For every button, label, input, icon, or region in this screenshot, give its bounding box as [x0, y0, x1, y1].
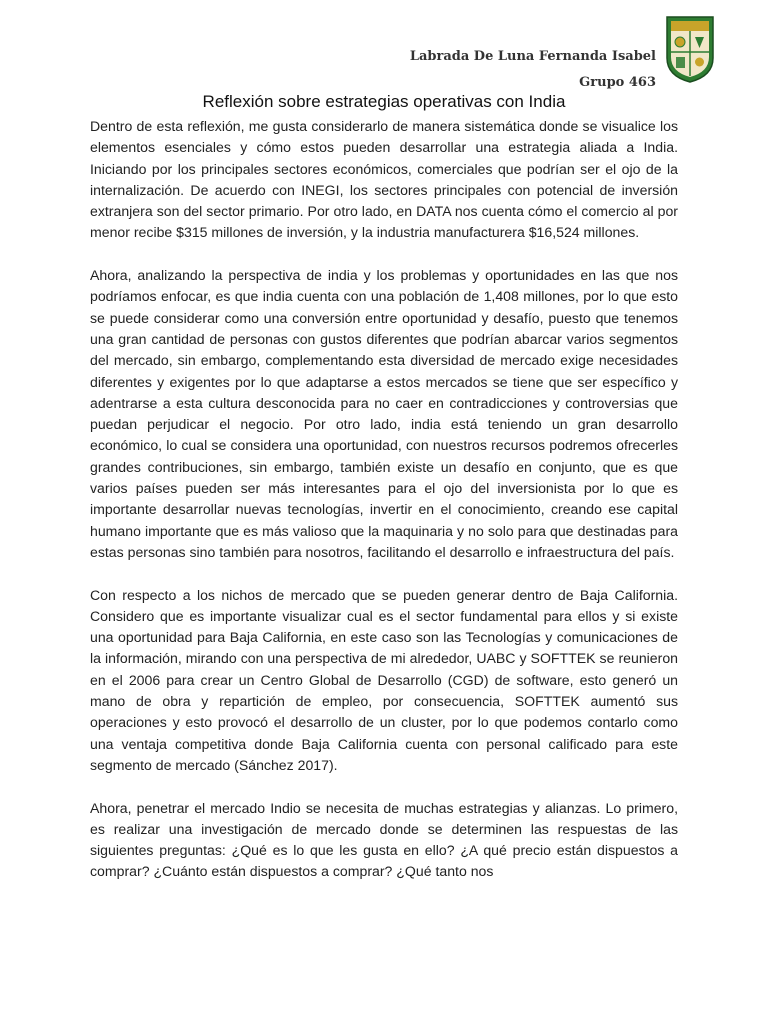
group-label: Grupo 463 [579, 75, 656, 90]
paragraph: Con respecto a los nichos de mercado que se pueden generar dentro de Baja California. Considero que es importante visualizar cual es el sector fundamental para ellos y si existe una oportunidad para Baja California, en este caso son las Tecnologías y comunicaciones de la información, mirando con una perspectiva de mi alrededor, UABC y SOFTTEK se reunieron en el 2006 para crear un Centro Global de Desarrollo (CGD) de software, esto generó un mano de obra y repartición de empleo, por consecuencia, SOFTTEK aumentó sus operaciones y esto provocó el desarrollo de un cluster, por lo que podemos contarlo como una ventaja competitiva donde Baja California cuenta con personal calificado para este segmento de mercado (Sánchez 2017). [90, 586, 678, 773]
author-header [410, 44, 656, 96]
page-title: Reflexión sobre estrategias operativas con India [202, 92, 566, 111]
document-body [90, 116, 678, 904]
paragraph: Ahora, penetrar el mercado Indio se necesita de muchas estrategias y alianzas. Lo primero, es realizar una investigación de mercado donde se determinen las respuestas de las siguientes preguntas: ¿Qué es lo que les gusta en ello? ¿A qué precio están dispuestos a comprar? ¿Cuánto están dispuestos a comprar? ¿Qué tanto nos [90, 799, 678, 880]
paragraph: Dentro de esta reflexión, me gusta considerarlo de manera sistemática donde se visualice los elementos esenciales y cómo estos pueden desarrollar una estrategia aliada a India. Iniciando por los principales sectores económicos, comerciales que podrían ser el ojo de la internalización. De acuerdo con INEGI, los sectores principales con potencial de inversión extranjera son del sector primario. Por otro lado, en DATA nos cuenta cómo el comercio al por menor recibe $315 millones de inversión, y la industria manufacturera $16,524 millones. [90, 118, 678, 241]
author-name: Labrada De Luna Fernanda Isabel [409, 49, 656, 64]
university-shield-icon [664, 14, 716, 84]
paragraph: Ahora, analizando la perspectiva de india y los problemas y oportunidades en las que nos podríamos enfocar, es que india cuenta con una población de 1,408 millones, por lo que esto se puede considerar como una conversión entre oportunidad y desafío, puesto que tenemos una gran cantidad de personas con gustos diferentes que podrían abarcar varios segmentos del mercado, sin embargo, complementando esta diversidad de mercado exige necesidades diferentes y exigentes por lo que adaptarse a estos mercados se tiene que ser específico y adentrarse a esta cultura desconocida para no caer en contradicciones y controversias que puedan perjudicar el negocio. Por otro lado, india está teniendo un gran desarrollo económico, lo cual se considera una oportunidad, con nuestros recursos podremos ofrecerles grandes contribuciones, sin embargo, también existe un desafío en conjunto, que es que varios países pueden ser más interesantes para el ojo del inversionista por lo que es importante desarrollar nuevas tecnologías, invertir en el conocimiento, creando ese capital humano importante que es más valioso que la maquinaria y no solo para que destinadas para estas personas sino también para nosotros, facilitando el desarrollo e infraestructura del país. [90, 267, 678, 560]
